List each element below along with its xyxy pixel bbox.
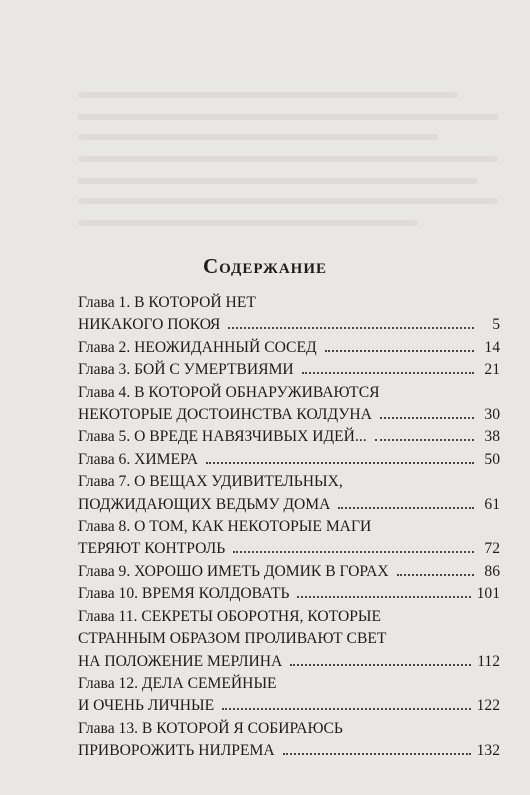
dot-leader [206,462,474,464]
page-number: 122 [476,697,500,715]
toc-line [78,606,500,628]
toc-line [78,449,500,471]
chapter-title: Глава 6. ХИМЕРА [78,450,198,468]
toc-line [78,404,500,426]
chapter-title: Глава 12. ДЕЛА СЕМЕЙНЫЕ [78,674,277,692]
page-number: 132 [476,742,500,760]
toc-line [78,471,500,493]
chapter-title: Глава 10. ВРЕМЯ КОЛДОВАТЬ [78,585,290,603]
page-number: 101 [476,585,500,603]
toc-line [78,718,500,740]
toc-line [78,695,500,717]
chapter-title: Глава 4. В КОТОРОЙ ОБНАРУЖИВАЮТСЯ [78,383,380,401]
chapter-title: Глава 2. НЕОЖИДАННЫЙ СОСЕД [78,338,317,356]
chapter-title: Глава 5. О ВРЕДЕ НАВЯЗЧИВЫХ ИДЕЙ... [78,428,367,446]
page-number: 112 [477,652,500,670]
chapter-title: Глава 9. ХОРОШО ИМЕТЬ ДОМИК В ГОРАХ [78,562,389,580]
chapter-title: Глава 8. О ТОМ, КАК НЕКОТОРЫЕ МАГИ [78,518,372,536]
dot-leader [397,574,474,576]
toc-entry [78,516,500,561]
chapter-title: ТЕРЯЮТ КОНТРОЛЬ [78,540,226,558]
toc-entry [78,471,500,516]
toc-entry [78,337,500,359]
page-number: 21 [484,361,500,379]
chapter-title: Глава 13. В КОТОРОЙ Я СОБИРАЮСЬ [78,719,343,737]
chapter-title: ПРИВОРОЖИТЬ НИЛРЕМА [78,742,275,760]
toc-entry [78,718,500,763]
page-number: 50 [484,450,500,468]
chapter-title: НА ПОЛОЖЕНИЕ МЕРЛИНА [78,652,283,670]
page-number: 30 [484,406,500,424]
dot-leader [233,551,474,553]
dot-leader [283,753,471,755]
dot-leader [302,372,474,374]
dot-leader [297,596,470,598]
page-title: Содержание [202,254,328,278]
chapter-title: Глава 3. БОЙ С УМЕРТВИЯМИ [78,361,294,379]
toc-line [78,337,500,359]
chapter-title: НЕКОТОРЫЕ ДОСТОИНСТВА КОЛДУНА [78,406,372,424]
table-of-contents [78,292,500,763]
chapter-title: И ОЧЕНЬ ЛИЧНЫЕ [78,697,215,715]
toc-line [78,583,500,605]
dot-leader [222,708,470,710]
toc-line [78,382,500,404]
toc-line [78,740,500,762]
toc-entry [78,583,500,605]
dot-leader [375,439,474,441]
toc-entry [78,426,500,448]
page-number: 72 [484,540,500,558]
dot-leader [228,327,474,329]
chapter-title: Глава 1. В КОТОРОЙ НЕТ [78,294,256,311]
chapter-title: СТРАННЫМ ОБРАЗОМ ПРОЛИВАЮТ СВЕТ [78,630,387,648]
toc-entry [78,561,500,583]
toc-entry [78,359,500,381]
dot-leader [325,350,474,352]
dot-leader [290,664,471,666]
chapter-title: НИКАКОГО ПОКОЯ [78,316,221,334]
page-number: 14 [484,338,500,356]
dot-leader [338,507,474,509]
toc-line [78,494,500,516]
toc-entry [78,606,500,673]
chapter-title: Глава 11. СЕКРЕТЫ ОБОРОТНЯ, КОТОРЫЕ [78,607,382,625]
toc-line [78,673,500,695]
toc-line [78,359,500,381]
toc-line [78,426,500,448]
toc-line [78,516,500,538]
toc-line [78,314,500,336]
page-number: 5 [492,316,500,334]
toc-entry [78,449,500,471]
chapter-title: ПОДЖИДАЮЩИХ ВЕДЬМУ ДОМА [78,495,331,513]
toc-line [78,651,500,673]
toc-entry [78,292,500,337]
page-number: 86 [484,562,500,580]
toc-line [78,292,500,314]
chapter-title: Глава 7. О ВЕЩАХ УДИВИТЕЛЬНЫХ, [78,473,343,491]
toc-line [78,538,500,560]
toc-line [78,628,500,650]
page-number: 38 [484,428,500,446]
page-number: 61 [484,495,500,513]
toc-entry [78,382,500,427]
dot-leader [380,417,474,419]
toc-entry [78,673,500,718]
toc-line [78,561,500,583]
